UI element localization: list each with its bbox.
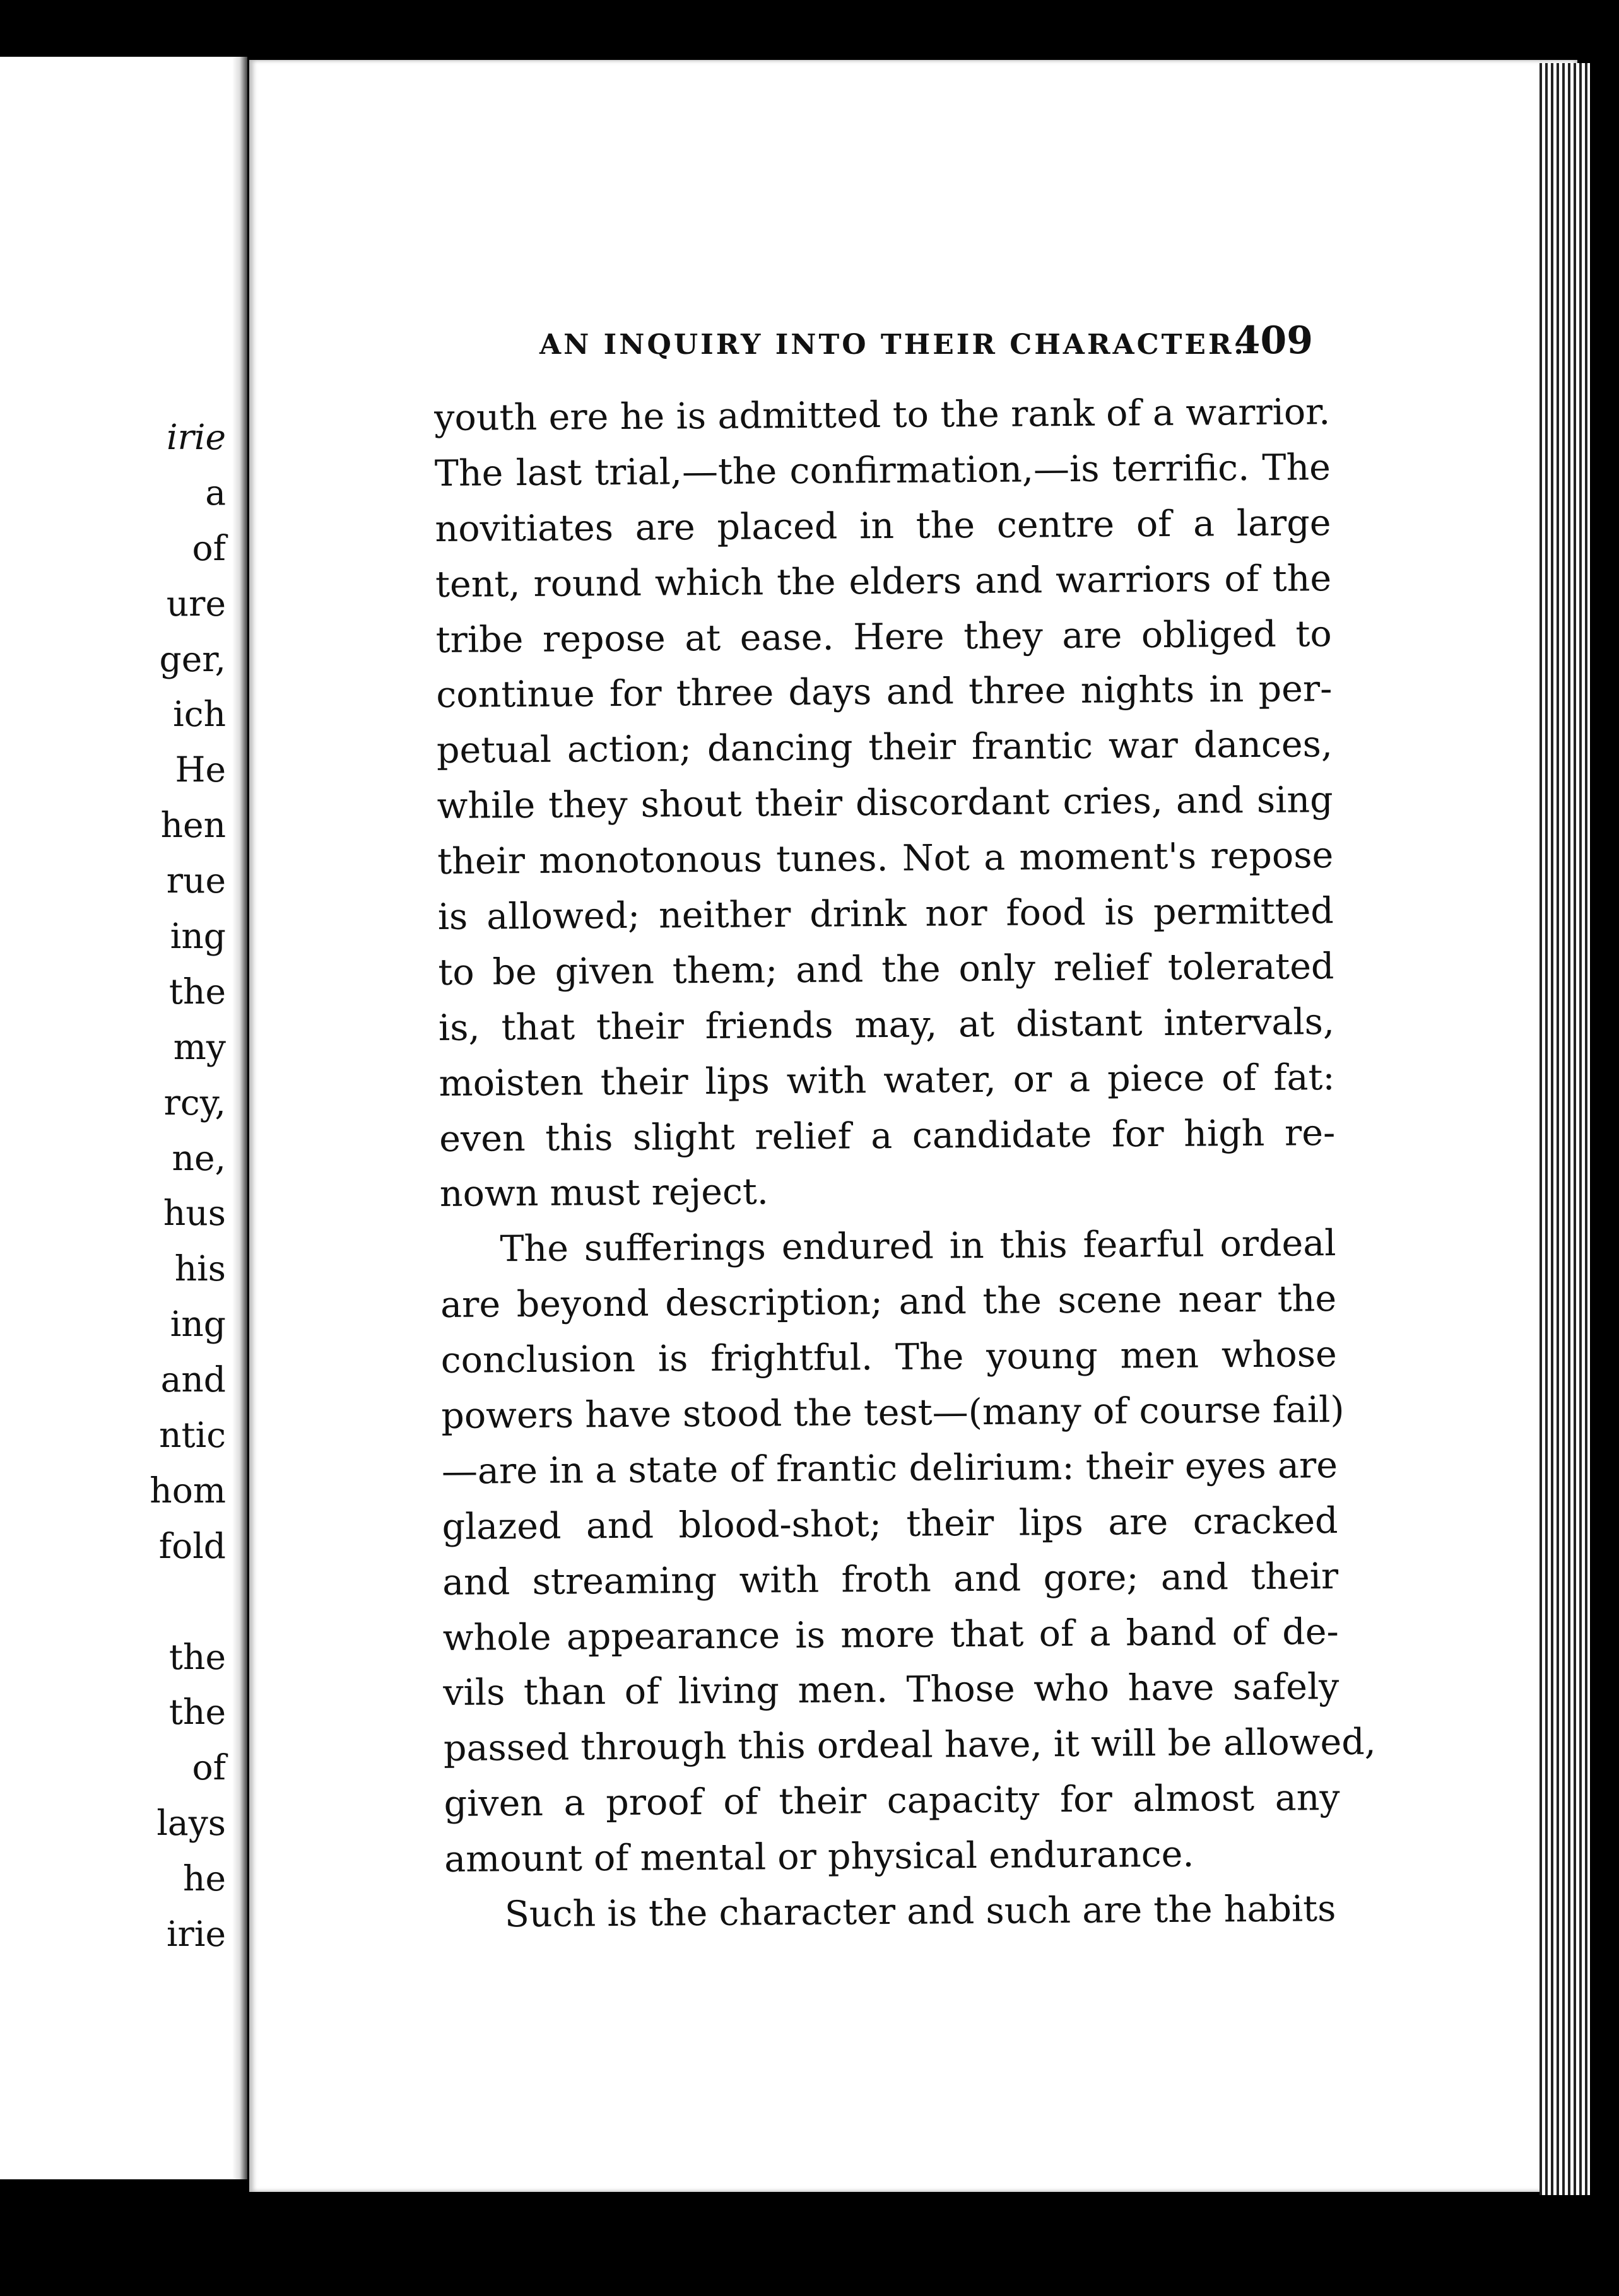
text-line: are beyond description; and the scene near the [440, 1278, 1337, 1327]
facing-page-fragment: ntic [159, 1415, 226, 1456]
facing-page-fragment: my [173, 1026, 226, 1067]
facing-page-fragment: rue [166, 860, 226, 901]
text-line: The sufferings endured in this fearful ordeal [500, 1222, 1336, 1270]
facing-page-fragment: and [160, 1359, 226, 1400]
text-line: petual action; dancing their frantic war dances, [436, 723, 1333, 772]
facing-page-fragment: ing [170, 916, 226, 957]
facing-page-fragment: the [168, 1692, 226, 1733]
text-line: given a proof of their capacity for almost any [444, 1777, 1340, 1825]
facing-page-fragment [0, 1574, 226, 1630]
text-line: amount of mental or physical endurance. [444, 1833, 1194, 1881]
text-line: to be given them; and the only relief tolerated [438, 945, 1334, 993]
paragraph [445, 1882, 1341, 1943]
text-line: novitiates are placed in the centre of a large [435, 501, 1331, 550]
running-header [539, 319, 1316, 369]
facing-page-fragment: the [168, 1636, 226, 1677]
facing-page-fragment: hom [150, 1470, 226, 1511]
facing-page-fragment: ne, [172, 1137, 226, 1178]
paragraph [434, 385, 1336, 1222]
facing-page-fragment: irie [166, 1914, 226, 1955]
facing-page-fragment: irie [166, 417, 226, 457]
text-line: and streaming with froth and gore; and their [442, 1555, 1339, 1603]
text-line: continue for three days and three nights in per- [436, 668, 1333, 717]
facing-page-fragment: of [192, 1747, 226, 1788]
text-line: conclusion is frightful. The young men whose [440, 1333, 1337, 1382]
text-line: is allowed; neither drink nor food is permitted [437, 890, 1334, 938]
facing-page-fragment: ing [170, 1304, 226, 1345]
text-line: tribe repose at ease. Here they are obliged to [435, 612, 1332, 661]
text-line: powers have stood the test—(many of course fail) [441, 1389, 1345, 1437]
text-line: tent, round which the elders and warriors of the [435, 557, 1332, 606]
facing-page-left [0, 57, 245, 2179]
text-line: nown must reject. [439, 1171, 769, 1215]
text-line: glazed and blood-shot; their lips are cracked [442, 1499, 1338, 1548]
facing-page-fragment: He [175, 749, 226, 790]
facing-page-fragment: the [168, 971, 226, 1012]
text-line: while they shout their discordant cries, and sing [437, 779, 1333, 828]
page-number: 409 [1233, 319, 1313, 363]
text-line: —are in a state of frantic delirium: their eyes are [441, 1444, 1338, 1492]
text-line: moisten their lips with water, or a piece of fat: [439, 1056, 1335, 1104]
facing-page-fragment: he [183, 1858, 226, 1899]
text-line: Such is the character and such are the habits [504, 1888, 1336, 1936]
facing-page-fragment: ger, [159, 638, 226, 679]
text-line: passed through this ordeal have, it will be allowed, [443, 1721, 1377, 1770]
text-line: The last trial,—the confirmation,—is terrific. The [434, 446, 1331, 495]
text-line: vils than of living men. Those who have safely [443, 1666, 1339, 1714]
facing-page-fragment: rcy, [163, 1082, 226, 1123]
running-title: AN INQUIRY INTO THEIR CHARACTER. [539, 329, 1246, 361]
text-line: whole appearance is more that of a band of de- [442, 1610, 1339, 1659]
facing-page-fragment: ich [173, 694, 226, 735]
text-line: is, that their friends may, at distant intervals, [438, 1000, 1335, 1049]
text-line: even this slight relief a candidate for high re- [439, 1111, 1336, 1160]
text-line: their monotonous tunes. Not a moment's repose [437, 835, 1334, 883]
facing-page-fragment: hus [163, 1193, 226, 1234]
gutter-shadow [232, 57, 247, 2179]
facing-page-fragment: his [174, 1248, 226, 1289]
facing-page-fragment: a [205, 472, 226, 513]
facing-page-fragment: lays [156, 1803, 226, 1844]
facing-page-fragment: of [192, 527, 226, 568]
page-edge-stack [1540, 63, 1590, 2195]
text-line: youth ere he is admitted to the rank of a warrior. [434, 391, 1331, 439]
facing-page-line-ends [0, 410, 226, 1962]
paragraph [440, 1216, 1377, 1888]
facing-page-fragment: ure [166, 583, 226, 624]
facing-page-fragment: fold [158, 1525, 226, 1566]
body-text [434, 385, 1377, 1943]
facing-page-fragment: hen [160, 805, 226, 846]
